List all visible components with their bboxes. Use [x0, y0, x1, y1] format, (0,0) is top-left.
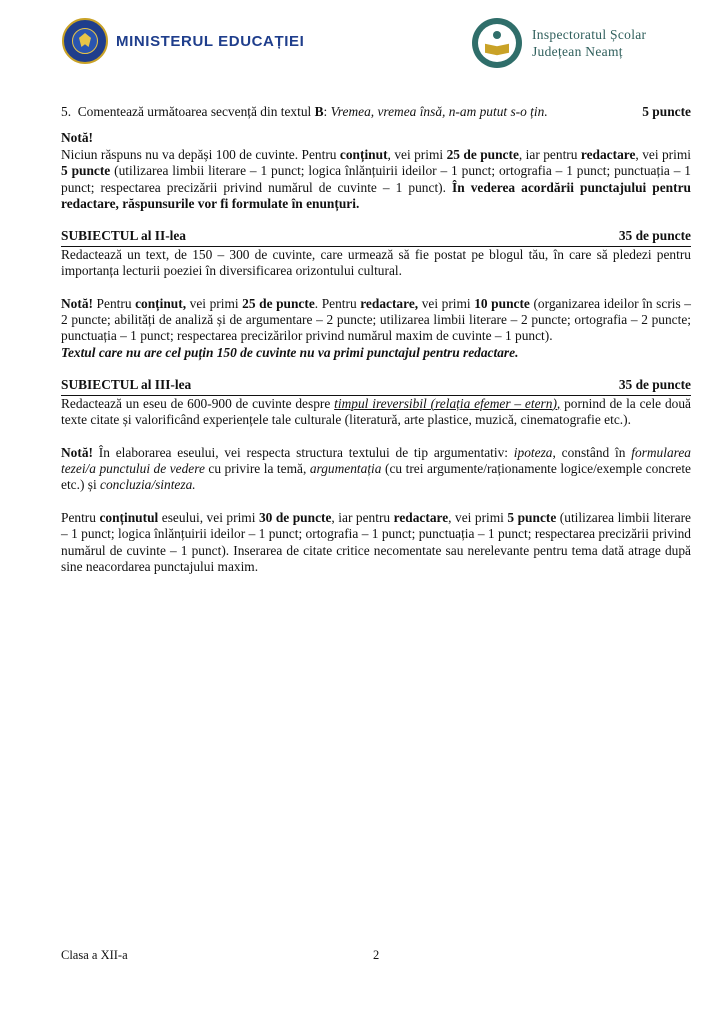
isj-name-line2: Județean Neamț — [532, 44, 623, 59]
subiect-3-points: 35 de puncte — [618, 377, 691, 393]
subiect-2-title: SUBIECTUL al II-lea — [61, 228, 187, 244]
class-label: Clasa a XII-a — [61, 948, 128, 962]
isj-name — [532, 26, 646, 60]
isj-name-line1: Inspectoratul Școlar — [532, 27, 647, 42]
subiect-2-nota: Notă! Pentru conținut, vei primi 25 de puncte. Pentru redactare, vei primi 10 puncte (organizarea ideilor în scris – 2 puncte; abilități de analiză și de argumentare – 2 puncte; utilizarea limbii literare – 2 puncte; ortografia – 2 puncte; punctuația – 1 punct; respectarea precizărilor privind numărul maxim de cuvinte – 1 punct). — [61, 295, 691, 344]
ministry-logo — [62, 18, 304, 64]
item-5-points: 5 puncte — [642, 104, 691, 119]
subiect-3-task: Redactează un eseu de 600-900 de cuvinte despre timpul ireversibil (relația efemer – etern), pornind de la cele două texte citate și valorificând experiențele tale culturale (literatură, arte plastice, muzică, cinematografie etc.). — [61, 395, 692, 428]
item-5-text: 5. Comentează următoarea secvență din textul B: Vremea, vremea însă, n-am putut s-o țin. — [61, 104, 548, 119]
subiect-3-title: SUBIECTUL al III-lea — [61, 377, 192, 393]
subiect-3-nota: Notă! În elaborarea eseului, vei respecta structura textului de tip argumentativ: ipoteza, constând în formularea tezei/a punctului de vedere cu privire la temă, argumentația (cu trei argumente/raționamente logice/exemple concrete etc.) și concluzia/sinteza. — [61, 444, 691, 493]
isj-seal-icon — [472, 18, 522, 68]
item-5 — [61, 104, 691, 120]
subiect-2-warning: Textul care nu are cel puțin 150 de cuvinte nu va primi punctajul pentru redactare. — [61, 344, 519, 360]
ministry-name: MINISTERUL EDUCAȚIEI — [116, 32, 305, 50]
subiect-2-points: 35 de puncte — [618, 228, 691, 244]
page-header — [0, 0, 724, 80]
page-number: 2 — [373, 948, 380, 962]
exam-content — [61, 104, 691, 575]
nota-1-text: Niciun răspuns nu va depăși 100 de cuvinte. Pentru conținut, vei primi 25 de puncte, iar pentru redactare, vei primi 5 puncte (utilizarea limbii literare – 1 punct; logica înlănțuirii ideilor – 1 punct; ortografia – 1 punct; punctuația – 1 punct; respectarea precizării privind numărul de cuvinte – 1 punct). În vederea acordării punctajului pentru redactare, răspunsurile vor fi formulate în enunțuri. — [61, 146, 692, 212]
isj-logo — [472, 18, 646, 68]
subiect-2-heading — [61, 228, 691, 246]
government-seal-icon — [62, 18, 108, 64]
subiect-2-task: Redactează un text, de 150 – 300 de cuvinte, care urmează să fie postat pe blogul tău, în care să pledezi pentru importanța lecturii poeziei în diversificarea orizontului cultural. — [61, 246, 691, 279]
nota-1-title: Notă! — [61, 130, 93, 146]
subiect-3-heading — [61, 377, 691, 395]
subiect-3-punctaj: Pentru conținutul eseului, vei primi 30 de puncte, iar pentru redactare, vei primi 5 puncte (utilizarea limbii literare – 1 punct; logica înlănțuirii ideilor – 1 punct; ortografia – 1 punct; punctuația – 1 punct; respectarea precizării privind numărul de cuvinte – 1 punct). Inserarea de citate critice necomentate sau nerelevante pentru tema dată atrage după sine neacordarea punctajului maxim. — [61, 509, 691, 574]
